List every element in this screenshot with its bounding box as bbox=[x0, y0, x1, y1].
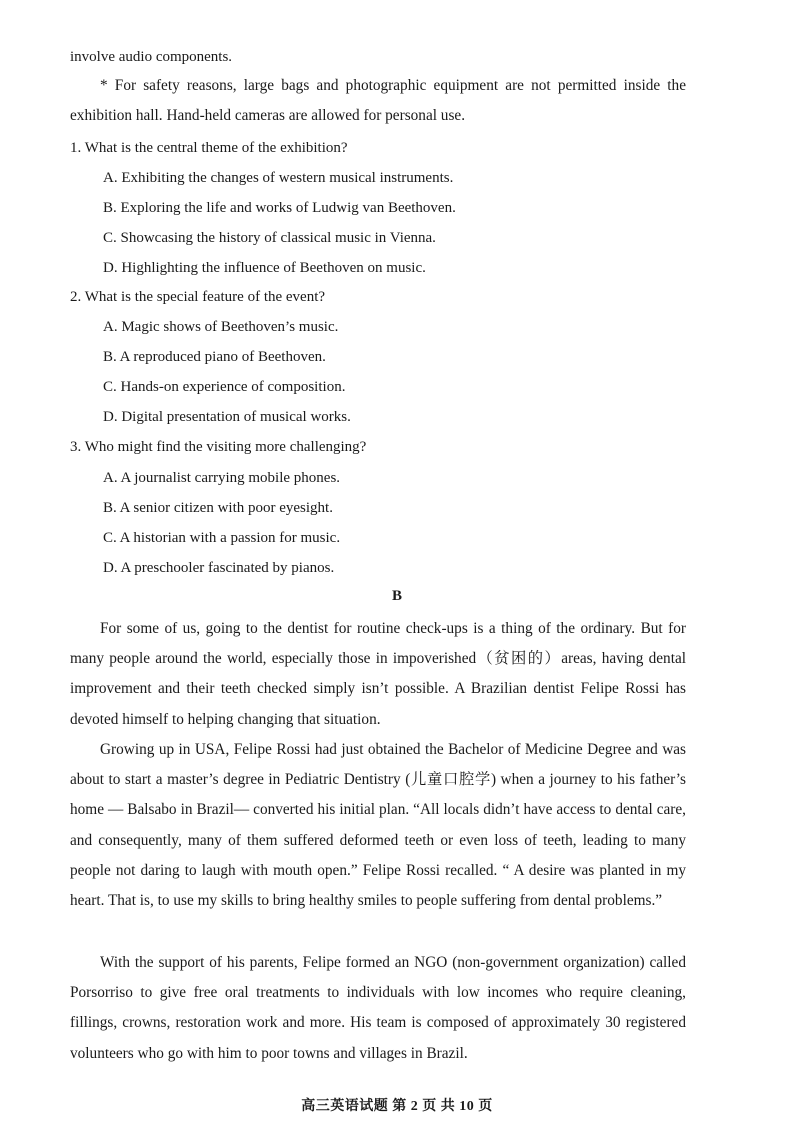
question-1-option-d: D. Highlighting the influence of Beethoven on music. bbox=[103, 260, 426, 276]
question-3-stem: 3. Who might find the visiting more challenging? bbox=[70, 439, 367, 455]
section-b-paragraph-3: With the support of his parents, Felipe formed an NGO (non-government organization) called Porsorriso to give free oral treatments to individuals with low incomes who require cleaning, fillings, crowns, restoration work and more. His team is composed of approximately 30 registered volunteers who go with him to poor towns and villages in Brazil. bbox=[70, 954, 686, 1062]
safety-note: * For safety reasons, large bags and photographic equipment are not permitted inside the exhibition hall. Hand-held cameras are allowed for personal use. bbox=[70, 77, 686, 125]
page-footer: 高三英语试题 第 2 页 共 10 页 bbox=[301, 1099, 493, 1114]
question-1-option-c: C. Showcasing the history of classical music in Vienna. bbox=[103, 230, 436, 246]
question-3-option-b: B. A senior citizen with poor eyesight. bbox=[103, 500, 333, 516]
question-2-option-d: D. Digital presentation of musical works. bbox=[103, 409, 351, 425]
question-3-option-d: D. A preschooler fascinated by pianos. bbox=[103, 560, 335, 576]
question-1-option-a: A. Exhibiting the changes of western musical instruments. bbox=[103, 170, 454, 186]
continuation-line: involve audio components. bbox=[70, 49, 233, 65]
section-b-paragraph-2: Growing up in USA, Felipe Rossi had just obtained the Bachelor of Medicine Degree and was about to start a master’s degree in Pediatric Dentistry (儿童口腔学) when a journey to his father’s home — Balsabo in Brazil— converted his initial plan. “All locals didn’t have access to dental care, and consequently, many of them suffered deformed teeth or even loss of teeth, leading to many people not daring to laugh with mouth open.” Felipe Rossi recalled. “ A desire was planted in my heart. That is, to use my skills to bring healthy smiles to people suffering from dental problems.” bbox=[70, 741, 686, 910]
question-3-option-c: C. A historian with a passion for music. bbox=[103, 530, 341, 546]
question-1-option-b: B. Exploring the life and works of Ludwig van Beethoven. bbox=[103, 200, 456, 216]
question-1-stem: 1. What is the central theme of the exhibition? bbox=[70, 140, 348, 156]
section-b-paragraph-1: For some of us, going to the dentist for routine check-ups is a thing of the ordinary. But for many people around the world, especially those in impoverished（贫困的）areas, having dental improvement and their teeth checked simply isn’t possible. A Brazilian dentist Felipe Rossi has devoted himself to helping changing that situation. bbox=[70, 620, 686, 728]
section-b-heading: B bbox=[391, 588, 402, 604]
question-3-option-a: A. A journalist carrying mobile phones. bbox=[103, 470, 341, 486]
question-2-option-c: C. Hands-on experience of composition. bbox=[103, 379, 346, 395]
question-2-stem: 2. What is the special feature of the event? bbox=[70, 289, 326, 305]
question-2-option-a: A. Magic shows of Beethoven’s music. bbox=[103, 319, 339, 335]
question-2-option-b: B. A reproduced piano of Beethoven. bbox=[103, 349, 326, 365]
